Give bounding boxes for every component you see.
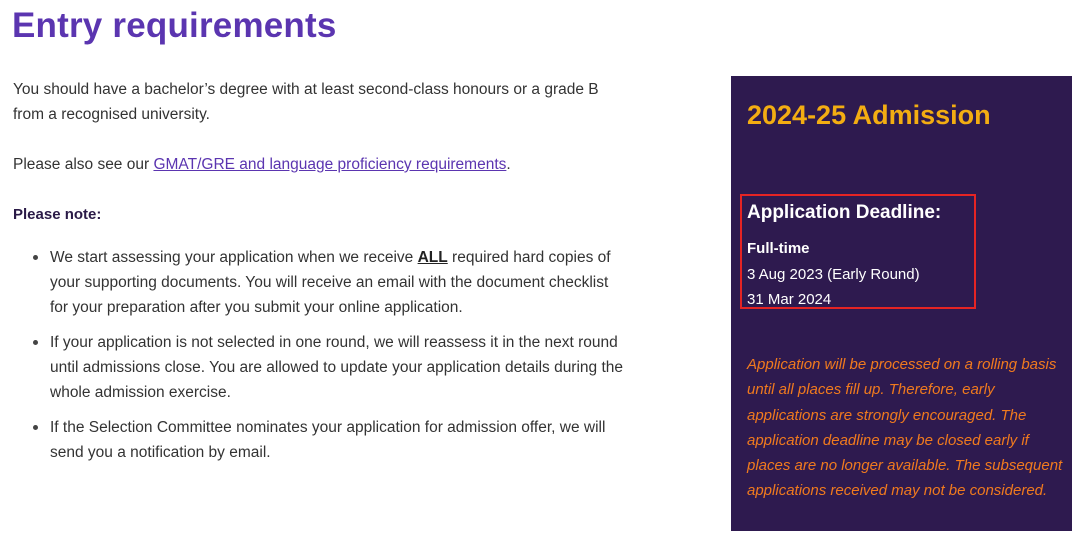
note-1-after: required hard copies of your supporting documents. You will receive an email with the document checklist for your preparation after you submit your online application. [50, 249, 611, 316]
early-round-deadline: 3 Aug 2023 (Early Round) [747, 265, 920, 283]
list-item [13, 415, 623, 465]
admission-panel [731, 76, 1072, 531]
note-1-emphasis: ALL [417, 249, 448, 266]
note-1-before: We start assessing your application when we receive [50, 249, 418, 266]
bullet-dot-icon [33, 340, 38, 345]
note-3-text: If the Selection Committee nominates your application for admission offer, we will send you a notification by email. [50, 419, 606, 461]
note-heading: Please note: [13, 206, 102, 223]
rolling-admission-policy: Application will be processed on a rolling basis until all places fill up. Therefore, early applications are strongly encouraged. The application deadline may be closed early if places are no longer available. The subsequent applications received may not be considered. [747, 356, 1063, 500]
intro-paragraph: You should have a bachelor’s degree with at least second-class honours or a grade B from a recognised university. [13, 81, 599, 123]
gmat-gre-language-requirements-link[interactable]: GMAT/GRE and language proficiency requirements [153, 156, 507, 173]
deadline-heading: Application Deadline: [747, 202, 942, 223]
bullet-dot-icon [33, 425, 38, 430]
deadline-details [747, 236, 920, 313]
list-item [13, 245, 623, 320]
note-2-text: If your application is not selected in one round, we will reassess it in the next round until admissions close. You are allowed to update your application details during the whole admission exercise. [50, 334, 624, 401]
see-also-paragraph [13, 152, 623, 177]
study-mode: Full-time [747, 240, 810, 257]
notes-list [13, 245, 623, 465]
see-also-suffix: . [506, 156, 511, 173]
admission-title: 2024-25 Admission [747, 100, 991, 130]
bullet-dot-icon [33, 255, 38, 260]
list-item [13, 330, 623, 405]
page-title: Entry requirements [12, 6, 337, 45]
see-also-prefix: Please also see our [13, 156, 154, 173]
final-deadline: 31 Mar 2024 [747, 291, 832, 308]
entry-requirements-content [13, 77, 623, 475]
